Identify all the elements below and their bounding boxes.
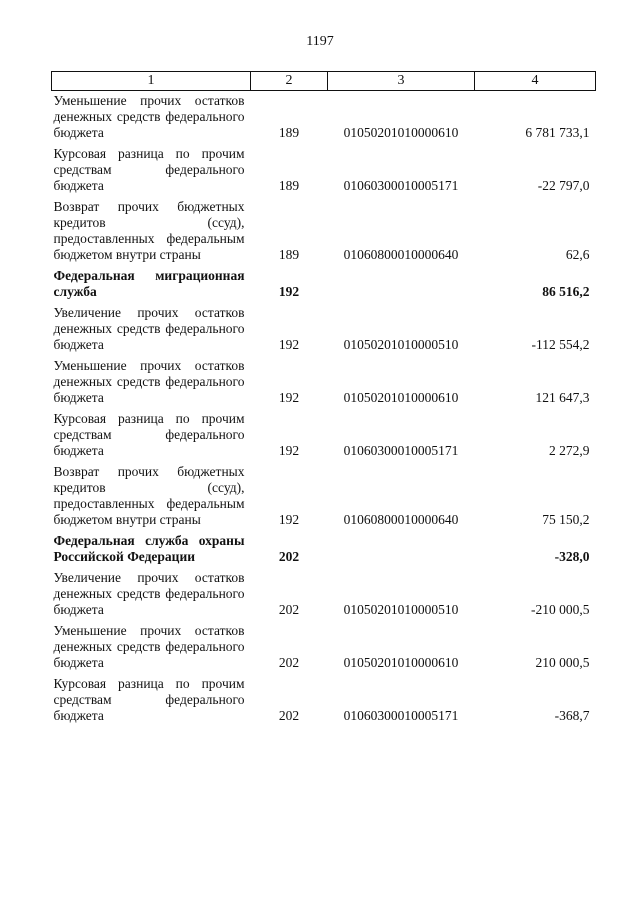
table-row bbox=[52, 144, 596, 197]
row-code: 192 bbox=[278, 337, 300, 352]
column-header-3: 3 bbox=[328, 72, 475, 91]
table-row bbox=[52, 197, 596, 266]
row-code: 192 bbox=[278, 443, 300, 458]
row-code: 202 bbox=[278, 708, 300, 723]
row-amount: 210 000,5 bbox=[535, 655, 590, 670]
row-kbk: 01050201010000510 bbox=[343, 337, 459, 352]
table-header bbox=[52, 72, 596, 91]
column-header-4: 4 bbox=[475, 72, 596, 91]
row-code: 202 bbox=[278, 602, 300, 617]
row-kbk: 01060800010000640 bbox=[343, 247, 459, 262]
row-name: Уменьшение прочих остатков денежных средств федерального бюджета bbox=[53, 623, 245, 670]
column-header-1: 1 bbox=[52, 72, 251, 91]
row-kbk: 01050201010000610 bbox=[343, 390, 459, 405]
row-code: 202 bbox=[278, 549, 300, 564]
agency-name: Федеральная миграционная служба bbox=[53, 268, 245, 299]
row-kbk bbox=[328, 531, 475, 568]
row-code: 192 bbox=[278, 390, 300, 405]
row-name: Уменьшение прочих остатков денежных средств федерального бюджета bbox=[53, 93, 245, 140]
table-row bbox=[52, 621, 596, 674]
page-number: 1197 bbox=[306, 34, 334, 49]
row-code: 189 bbox=[278, 247, 300, 262]
row-amount: 62,6 bbox=[565, 247, 590, 262]
table-row bbox=[52, 303, 596, 356]
column-header-2: 2 bbox=[251, 72, 328, 91]
table-row bbox=[52, 356, 596, 409]
row-name: Увеличение прочих остатков денежных средств федерального бюджета bbox=[53, 305, 245, 352]
row-amount: 75 150,2 bbox=[542, 512, 590, 527]
row-kbk: 01060300010005171 bbox=[343, 708, 459, 723]
row-name: Возврат прочих бюджетных кредитов (ссуд), предоставленных федеральным бюджетом внутри страны bbox=[53, 464, 245, 527]
row-code: 189 bbox=[278, 125, 300, 140]
row-code: 189 bbox=[278, 178, 300, 193]
row-name: Курсовая разница по прочим средствам федерального бюджета bbox=[53, 676, 245, 723]
row-amount: -210 000,5 bbox=[531, 602, 590, 617]
table-body bbox=[52, 91, 596, 728]
row-code: 192 bbox=[278, 512, 300, 527]
table-row bbox=[52, 91, 596, 145]
table-row bbox=[52, 462, 596, 531]
row-kbk: 01060300010005171 bbox=[343, 443, 459, 458]
row-kbk bbox=[328, 266, 475, 303]
header-row bbox=[52, 72, 596, 91]
row-kbk: 01060300010005171 bbox=[343, 178, 459, 193]
row-name: Уменьшение прочих остатков денежных средств федерального бюджета bbox=[53, 358, 245, 405]
row-amount: 6 781 733,1 bbox=[525, 125, 590, 140]
agency-name: Федеральная служба охраны Российской Федерации bbox=[53, 533, 245, 564]
row-amount: -112 554,2 bbox=[531, 337, 590, 352]
row-name: Возврат прочих бюджетных кредитов (ссуд), предоставленных федеральным бюджетом внутри страны bbox=[53, 199, 245, 262]
budget-table bbox=[51, 71, 596, 727]
row-kbk: 01060800010000640 bbox=[343, 512, 459, 527]
table-row bbox=[52, 568, 596, 621]
row-kbk: 01050201010000610 bbox=[343, 655, 459, 670]
row-name: Курсовая разница по прочим средствам федерального бюджета bbox=[53, 411, 245, 458]
row-amount: -368,7 bbox=[554, 708, 590, 723]
table-row bbox=[52, 674, 596, 727]
table-row-agency bbox=[52, 531, 596, 568]
row-kbk: 01050201010000510 bbox=[343, 602, 459, 617]
table-row bbox=[52, 409, 596, 462]
row-kbk: 01050201010000610 bbox=[343, 125, 459, 140]
row-amount: -328,0 bbox=[554, 549, 590, 564]
row-amount: 86 516,2 bbox=[542, 284, 590, 299]
table-row-agency bbox=[52, 266, 596, 303]
row-name: Увеличение прочих остатков денежных средств федерального бюджета bbox=[53, 570, 245, 617]
row-code: 202 bbox=[278, 655, 300, 670]
row-code: 192 bbox=[278, 284, 300, 299]
row-amount: -22 797,0 bbox=[537, 178, 590, 193]
row-name: Курсовая разница по прочим средствам федерального бюджета bbox=[53, 146, 245, 193]
row-amount: 2 272,9 bbox=[549, 443, 590, 458]
row-amount: 121 647,3 bbox=[535, 390, 590, 405]
